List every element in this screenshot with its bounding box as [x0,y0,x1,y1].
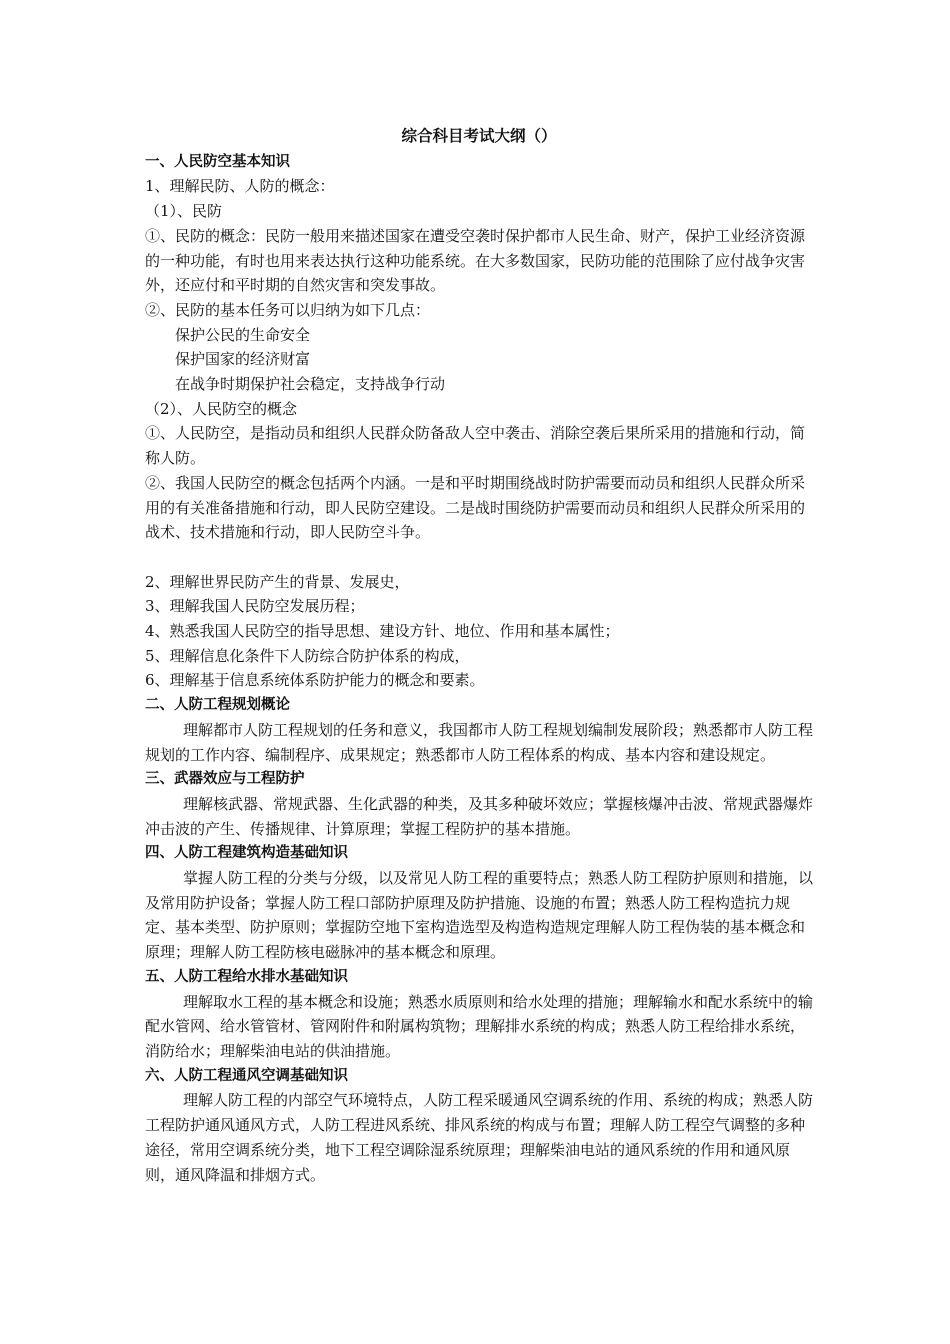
subsection-2: （2）、人民防空的概念 [145,399,298,418]
item-6: 6、理解基于信息系统体系防护能力的概念和要素。 [145,671,485,690]
task-2: 保护国家的经济财富 [175,350,311,369]
blank-line [145,545,813,570]
item-2: 2、理解世界民防产生的背景、发展史， [145,572,410,591]
task-1: 保护公民的生命安全 [175,325,311,344]
paragraph-air-defense-concept: ①、人民防空，是指动员和组织人民群众防备敌人空中袭击、消除空袭后果所采用的措施和行动，简称人防。 [145,424,806,468]
document-title: 综合科目考试大纲（） [401,126,557,145]
paragraph-civil-defense-tasks: ②、民防的基本任务可以归纳为如下几点： [145,300,431,319]
paragraph-air-defense-connotation: ②、我国人民防空的概念包括两个内涵。一是和平时期围绕战时防护需要而动员和组织人民群众所采用的有关准备措施和行动，即人民防空建设。二是战时围绕防护需要而动员和组织人民群众所采用的战术、技术措施和行动，即人民防空斗争。 [145,473,806,542]
section-2-heading: 二、人防工程规划概论 [145,697,290,714]
item-5: 5、理解信息化条件下人防综合防护体系的构成， [145,646,470,665]
section-2-body: 理解都市人防工程规划的任务和意义，我国都市人防工程规划编制发展阶段；熟悉都市人防工程规划的工作内容、编制程序、成果规定；熟悉都市人防工程体系的构成、基本内容和建设规定。 [145,720,814,764]
section-3-heading: 三、武器效应与工程防护 [145,771,305,788]
section-6-body: 理解人防工程的内部空气环境特点，人防工程采暖通风空调系统的作用、系统的构成；熟悉人防工程防护通风通风方式，人防工程进风系统、排风系统的构成与布置；理解人防工程空气调整的多种途径，常用空调系统分类，地下工程空调除湿系统原理；理解柴油电站的通风系统的作用和通风原则，通风降温和排烟方式。 [145,1091,814,1184]
section-4-heading: 四、人防工程建筑构造基础知识 [145,845,348,862]
document-page [145,124,813,1187]
paragraph-civil-defense-concept: ①、民防的概念：民防一般用来描述国家在遭受空袭时保护都市人民生命、财产，保护工业经济资源的一种功能，有时也用来表达执行这种功能系统。在大多数国家，民防功能的范围除了应付战争灾害外，还应付和平时期的自然灾害和突发事故。 [145,226,806,295]
task-3: 在战争时期保护社会稳定，支持战争行动 [175,375,446,394]
section-5-heading: 五、人防工程给水排水基础知识 [145,968,348,985]
section-6-heading: 六、人防工程通风空调基础知识 [145,1067,348,1084]
item-1: 1、理解民防、人防的概念： [145,177,335,196]
item-4: 4、熟悉我国人民防空的指导思想、建设方针、地位、作用和基本属性； [145,622,620,641]
section-1-heading: 一、人民防空基本知识 [145,153,290,170]
subsection-1: （1）、民防 [145,202,223,221]
section-5-body: 理解取水工程的基本概念和设施；熟悉水质原则和给水处理的措施；理解输水和配水系统中的输配水管网、给水管管材、管网附件和附属构筑物；理解排水系统的构成；熟悉人防工程给排水系统，消防给水；理解柴油电站的供油措施。 [145,992,814,1060]
section-4-body: 掌握人防工程的分类与分级，以及常见人防工程的重要特点；熟悉人防工程防护原则和措施，以及常用防护设备；掌握人防工程口部防护原理及防护措施、设施的布置；熟悉人防工程构造抗力规定、基本类型、防护原则；掌握防空地下室构造选型及构造构造规定理解人防工程伪装的基本概念和原理；理解人防工程防核电磁脉冲的基本概念和原理。 [145,869,814,962]
section-3-body: 理解核武器、常规武器、生化武器的种类，及其多种破坏效应；掌握核爆冲击波、常规武器爆炸冲击波的产生、传播规律、计算原理；掌握工程防护的基本措施。 [145,794,814,838]
item-3: 3、理解我国人民防空发展历程； [145,597,365,616]
